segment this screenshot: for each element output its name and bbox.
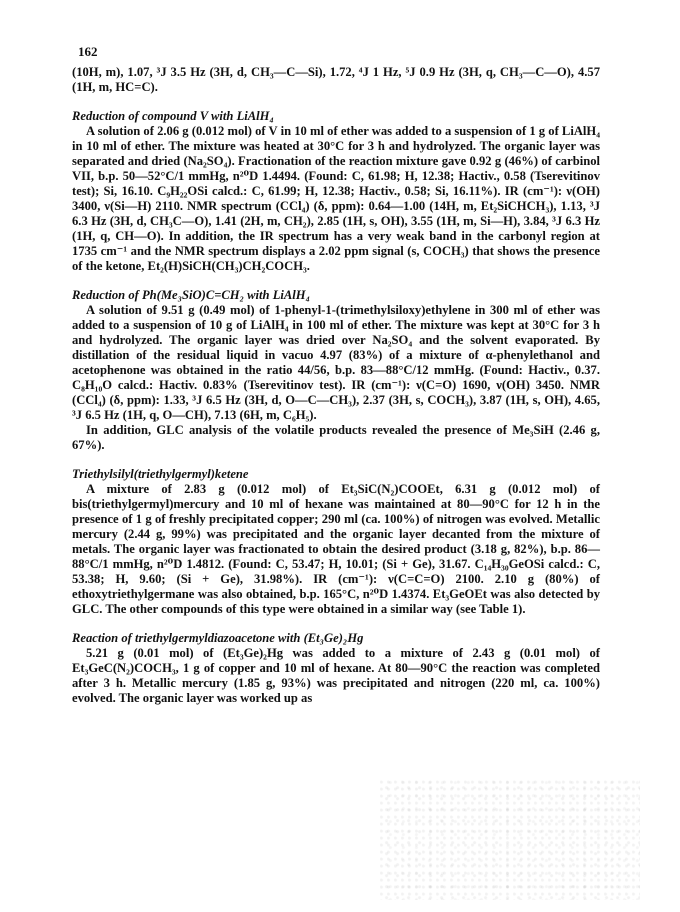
scan-noise [380,780,640,900]
paragraph-reduction-v: A solution of 2.06 g (0.012 mol) of V in 10 ml of ether was added to a suspension of 1 g of LiAlH₄ in 10 ml of ether. The mixture was heated at 30°C for 3 h and hydrolyzed. The organic layer was separated and dried (Na₂SO₄). Fractionation of the reaction mixture gave 0.92 g (46%) of carbinol VII, b.p. 50—52°C/1 mmHg, n²⁰D 1.4494. (Found: C, 61.98; H, 12.38; Hactiv., 0.58 (Tserevitinov test); Si, 16.10. C₉H₂₂OSi calcd.: C, 61.99; H, 12.38; Hactiv., 0.58; Si, 16.11%). IR (cm⁻¹): ν(OH) 3400, ν(Si—H) 2110. NMR spectrum (CCl₄) (δ, ppm): 0.64—1.00 (14H, m, Et₂SiCHCH₃), 1.13, ³J 6.3 Hz (3H, d, CH₃C—O), 1.41 (2H, m, CH₂), 2.85 (1H, s, OH), 3.55 (1H, m, Si—H), 3.84, ³J 6.3 Hz (1H, q, CH—O). In addition, the IR spectrum has a very weak band in the carbonyl region at 1735 cm⁻¹ and the NMR spectrum displays a 2.02 ppm signal (s, COCH₃) that shows the presence of the ketone, Et₂(H)SiCH(CH₃)CH₂COCH₃. [72,124,600,273]
paragraph-reaction-diazo: 5.21 g (0.01 mol) of (Et₃Ge)₂Hg was added to a mixture of 2.43 g (0.01 mol) of Et₃GeC(N₂)COCH₃, 1 g of copper and 10 ml of hexane. At 80—90°C the reaction was completed after 3 h. Metallic mercury (1.85 g, 93%) was precipitated and nitrogen (220 ml, ca. 100%) evolved. The organic layer was worked up as [72,646,600,705]
continued-paragraph: (10H, m), 1.07, ³J 3.5 Hz (3H, d, CH₃—C—Si), 1.72, ⁴J 1 Hz, ⁵J 0.9 Hz (3H, q, CH₃—C—O), 4.57 (1H, m, HC=C). [72,65,600,94]
page-number: 162 [78,44,98,59]
paragraph-reduction-ph: A solution of 9.51 g (0.49 mol) of 1-phenyl-1-(trimethylsiloxy)ethylene in 300 ml of ether was added to a suspension of 10 g of LiAlH₄ in 100 ml of ether. The mixture was kept at 30°C for 3 h and hydrolyzed. The organic layer was dried over Na₂SO₄ and the solvent evaporated. By distillation of the residual liquid in vacuo 4.97 (83%) of a mixture of α-phenylethanol and acetophenone was obtained in the ratio 44/56, b.p. 83—88°C/12 mmHg. (Found: Hactiv., 0.37. C₈H₁₀O calcd.: Hactiv. 0.83% (Tserevitinov test). IR (cm⁻¹): ν(C=O) 1690, ν(OH) 3450. NMR (CCl₄) (δ, ppm): 1.33, ³J 6.5 Hz (3H, d, O—C—CH₃), 2.37 (3H, s, COCH₃), 3.87 (1H, s, OH), 4.65, ³J 6.5 Hz (1H, q, O—CH), 7.13 (6H, m, C₆H₅). [72,303,600,422]
paragraph-ketene: A mixture of 2.83 g (0.012 mol) of Et₃SiC(N₂)COOEt, 6.31 g (0.012 mol) of bis(triethylgermyl)mercury and 10 ml of hexane was maintained at 80—90°C for 12 h in the presence of 1 g of freshly precipitated copper; 290 ml (ca. 100%) of nitrogen was evolved. Metallic mercury (2.44 g, 99%) was precipitated and the organic layer decanted from the mixture of metals. The organic layer was fractionated to obtain the desired product (3.18 g, 82%), b.p. 86—88°C/1 mmHg, n²⁰D 1.4812. (Found: C, 53.47; H, 10.01; (Si + Ge), 31.67. C₁₄H₃₀GeOSi calcd.: C, 53.38; H, 9.60; (Si + Ge), 31.98%). IR (cm⁻¹): ν(C=C=O) 2100. 2.10 g (80%) of ethoxytriethylgermane was also obtained, b.p. 165°C, n²⁰D 1.4374. Et₃GeOEt was also detected by GLC. The other compounds of this type were obtained in a similar way (see Table 1). [72,482,600,616]
section-heading-ketene: Triethylsilyl(triethylgermyl)ketene [72,467,249,481]
section-heading-reduction-v: Reduction of compound V with LiAlH₄ [72,109,274,123]
article-body [72,65,600,706]
section-heading-reaction-diazo: Reaction of triethylgermyldiazoacetone with (Et₃Ge)₂Hg [72,631,364,645]
section-heading-reduction-ph: Reduction of Ph(Me₃SiO)C=CH₂ with LiAlH₄ [72,288,310,302]
paragraph-glc: In addition, GLC analysis of the volatile products revealed the presence of Me₃SiH (2.46 g, 67%). [72,423,600,452]
